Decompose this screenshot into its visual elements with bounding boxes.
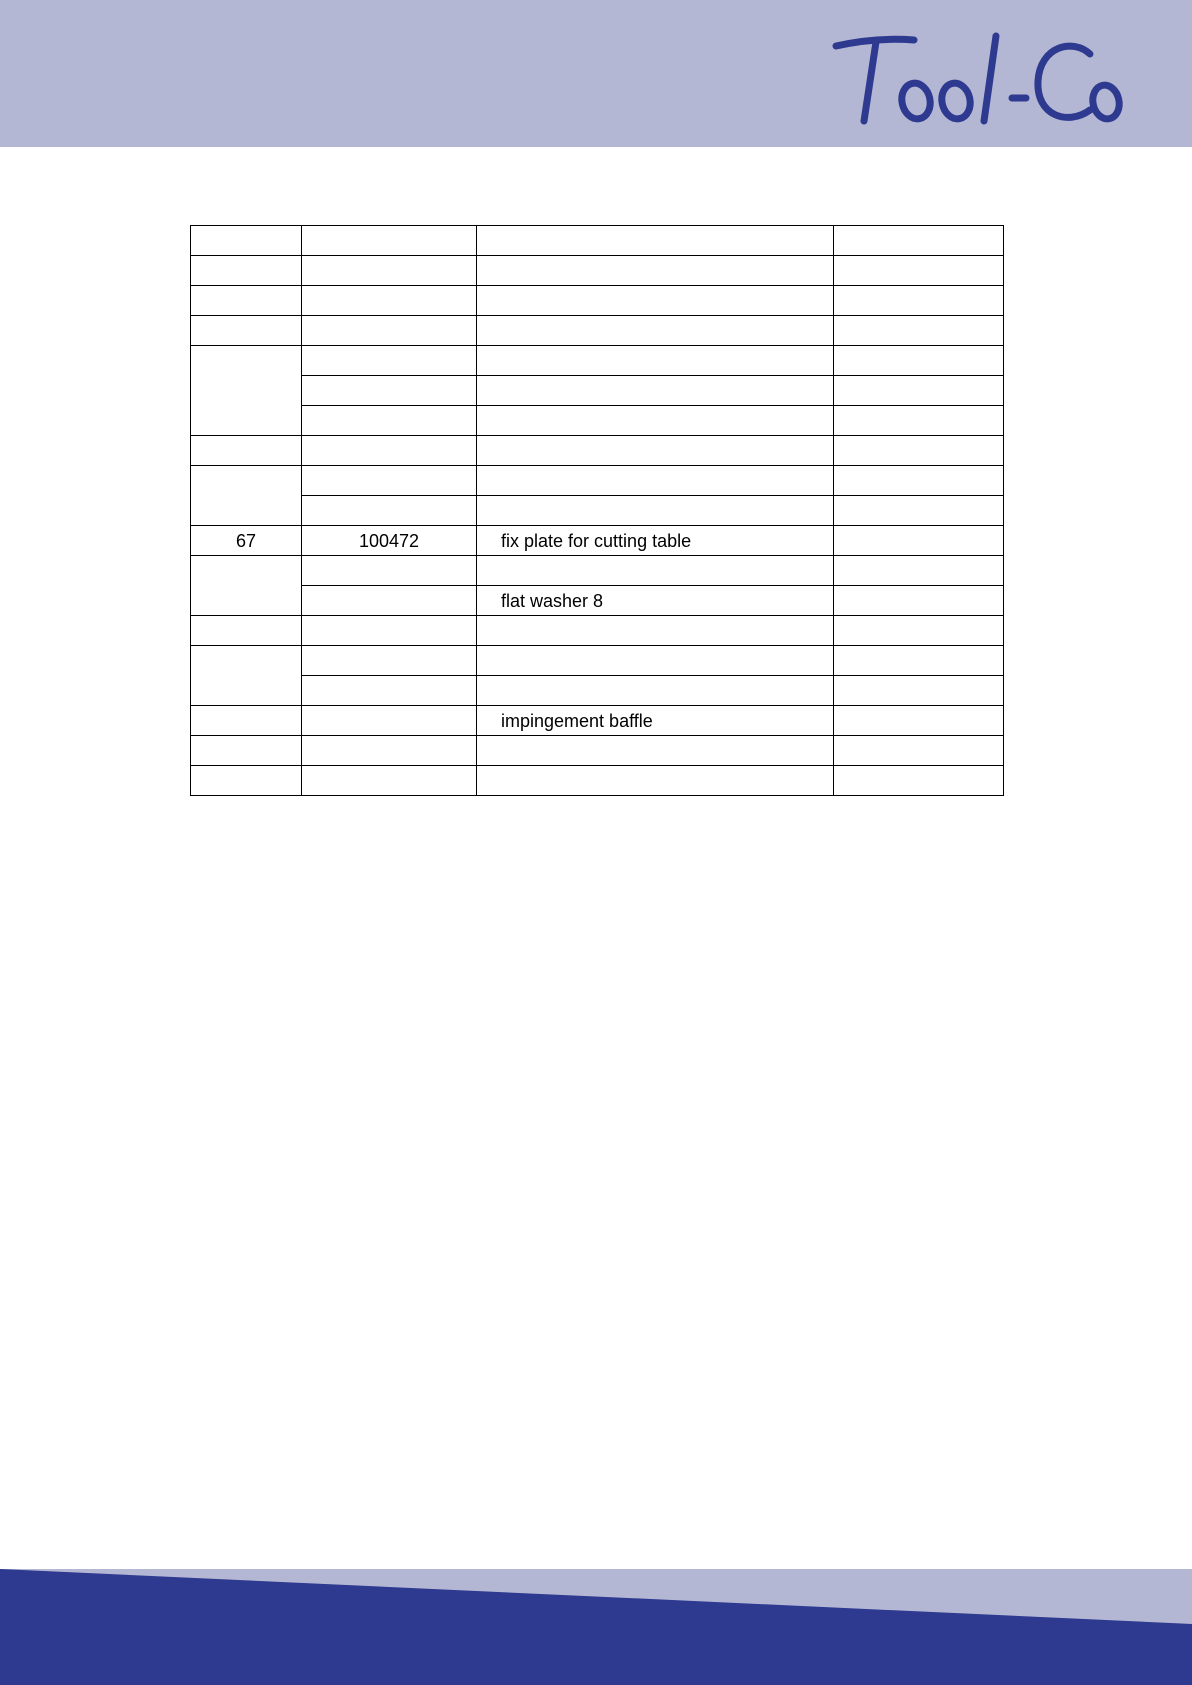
table-row — [191, 526, 1004, 556]
parts-table — [190, 225, 1004, 796]
cell-position — [191, 346, 302, 436]
cell-quantity — [834, 226, 1004, 256]
cell-part-number — [302, 766, 477, 796]
cell-quantity — [834, 556, 1004, 586]
table-row — [191, 586, 1004, 616]
cell-part-number — [302, 256, 477, 286]
cell-position — [191, 556, 302, 616]
cell-position — [191, 736, 302, 766]
cell-position: 67 — [191, 526, 302, 556]
cell-part-number — [302, 286, 477, 316]
cell-position — [191, 616, 302, 646]
cell-position — [191, 286, 302, 316]
cell-description: fix plate for cutting table — [477, 526, 834, 556]
cell-part-number — [302, 226, 477, 256]
cell-quantity — [834, 286, 1004, 316]
cell-description — [477, 316, 834, 346]
table-row — [191, 466, 1004, 496]
cell-part-number — [302, 436, 477, 466]
cell-description — [477, 436, 834, 466]
cell-part-number — [302, 376, 477, 406]
cell-quantity — [834, 736, 1004, 766]
cell-part-number — [302, 616, 477, 646]
cell-quantity — [834, 406, 1004, 436]
cell-description — [477, 556, 834, 586]
cell-part-number: 100472 — [302, 526, 477, 556]
cell-description — [477, 676, 834, 706]
table-row — [191, 316, 1004, 346]
table-row — [191, 496, 1004, 526]
footer-band — [0, 1569, 1192, 1685]
cell-description — [477, 226, 834, 256]
cell-part-number — [302, 646, 477, 676]
cell-position — [191, 466, 302, 526]
table-row — [191, 706, 1004, 736]
cell-description — [477, 406, 834, 436]
cell-description — [477, 346, 834, 376]
cell-quantity — [834, 346, 1004, 376]
cell-part-number — [302, 466, 477, 496]
table-row — [191, 346, 1004, 376]
table-row — [191, 736, 1004, 766]
cell-description — [477, 256, 834, 286]
table-row — [191, 256, 1004, 286]
table-row — [191, 436, 1004, 466]
cell-quantity — [834, 586, 1004, 616]
cell-part-number — [302, 406, 477, 436]
table-row — [191, 376, 1004, 406]
cell-description — [477, 376, 834, 406]
table-row — [191, 646, 1004, 676]
cell-position — [191, 436, 302, 466]
cell-description — [477, 286, 834, 316]
cell-quantity — [834, 466, 1004, 496]
table-row — [191, 616, 1004, 646]
cell-position — [191, 706, 302, 736]
cell-description — [477, 466, 834, 496]
cell-description — [477, 496, 834, 526]
cell-part-number — [302, 706, 477, 736]
cell-position — [191, 256, 302, 286]
cell-description — [477, 616, 834, 646]
cell-position — [191, 766, 302, 796]
cell-part-number — [302, 346, 477, 376]
cell-quantity — [834, 496, 1004, 526]
cell-quantity — [834, 436, 1004, 466]
cell-description: impingement baffle — [477, 706, 834, 736]
table-row — [191, 766, 1004, 796]
cell-position — [191, 646, 302, 706]
cell-quantity — [834, 646, 1004, 676]
cell-part-number — [302, 496, 477, 526]
table-row — [191, 406, 1004, 436]
cell-part-number — [302, 316, 477, 346]
cell-part-number — [302, 556, 477, 586]
cell-description: flat washer 8 — [477, 586, 834, 616]
table-row — [191, 676, 1004, 706]
cell-quantity — [834, 526, 1004, 556]
cell-part-number — [302, 736, 477, 766]
cell-quantity — [834, 676, 1004, 706]
cell-description — [477, 736, 834, 766]
cell-quantity — [834, 316, 1004, 346]
cell-position — [191, 316, 302, 346]
cell-description — [477, 766, 834, 796]
cell-quantity — [834, 256, 1004, 286]
table-row — [191, 226, 1004, 256]
cell-position — [191, 226, 302, 256]
table-row — [191, 556, 1004, 586]
cell-quantity — [834, 616, 1004, 646]
cell-part-number — [302, 676, 477, 706]
table-row — [191, 286, 1004, 316]
cell-part-number — [302, 586, 477, 616]
cell-quantity — [834, 766, 1004, 796]
cell-quantity — [834, 376, 1004, 406]
cell-quantity — [834, 706, 1004, 736]
tool-co-logo — [828, 26, 1128, 136]
cell-description — [477, 646, 834, 676]
